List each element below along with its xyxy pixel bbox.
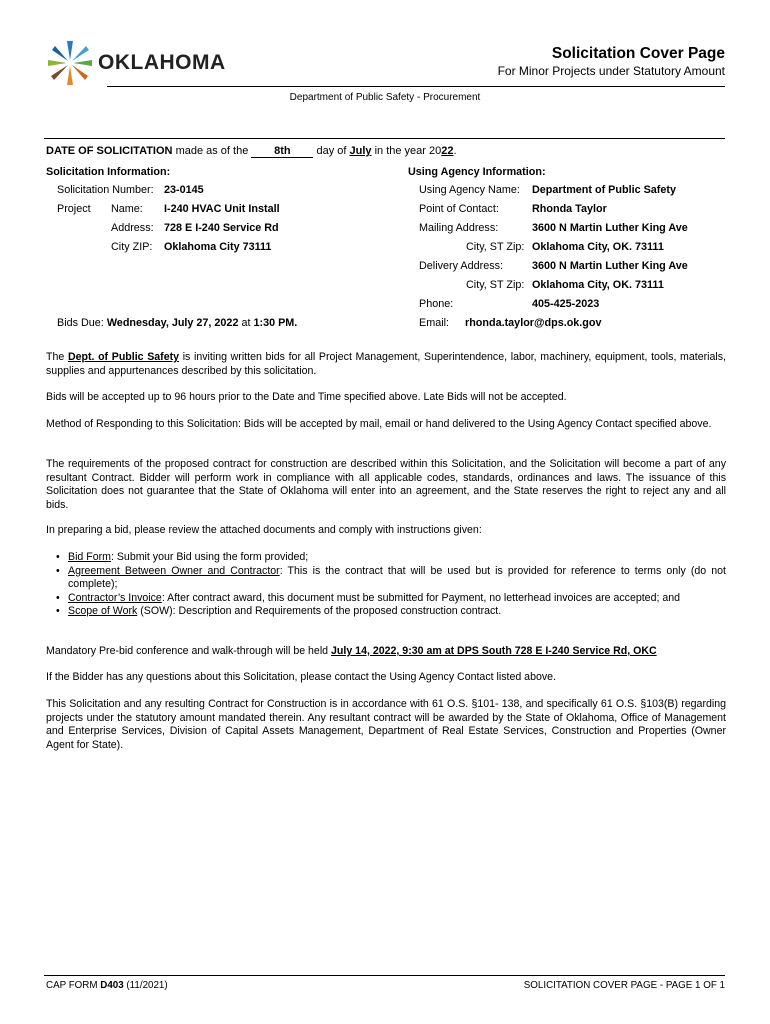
project-cityzip-label: City ZIP:: [111, 241, 153, 253]
intro-paragraph: [46, 351, 726, 378]
mailing-city-label: City, ST Zip:: [466, 241, 525, 253]
agency-info-heading: Using Agency Information:: [408, 166, 546, 178]
list-item: [54, 565, 726, 592]
solicitation-info-heading: Solicitation Information:: [46, 166, 171, 178]
list-item: [54, 551, 726, 565]
agreement-link[interactable]: Agreement Between Owner and Contractor: [68, 564, 280, 577]
delivery-address-label: Delivery Address:: [419, 260, 504, 272]
project-name-label: Name:: [111, 203, 143, 215]
solicitation-number: 23-0145: [164, 184, 204, 196]
date-month-field[interactable]: July: [349, 145, 372, 157]
form-date: (11/2021): [126, 980, 168, 991]
preparing-bid-paragraph: In preparing a bid, please review the attached documents and comply with instructions given:: [46, 524, 482, 536]
questions-paragraph: If the Bidder has any questions about this Solicitation, please contact the Using Agency Contact listed above.: [46, 671, 556, 683]
documents-list: [54, 551, 726, 619]
mailing-address: 3600 N Martin Luther King Ave: [532, 222, 688, 234]
department-label: Department of Public Safety - Procurement: [289, 92, 481, 103]
header-divider: [107, 86, 725, 87]
delivery-address: 3600 N Martin Luther King Ave: [532, 260, 688, 272]
phone-label: Phone:: [419, 298, 454, 310]
invoice-link[interactable]: Contractor’s Invoice: [68, 591, 162, 604]
intro-post: is inviting written bids for all Project Management, Superintendence, labor, machinery, equipment, tools, materials, supplies and appurtenances described by this solicitation.: [46, 351, 726, 377]
project-cityzip: Oklahoma City 73111: [164, 241, 272, 253]
date-of-solicitation-line: [46, 145, 457, 158]
list-item: [54, 592, 726, 606]
date-end: .: [453, 145, 457, 157]
scope-of-work-link[interactable]: Scope of Work: [68, 605, 138, 617]
prebid-pre: Mandatory Pre-bid conference and walk-through will be held: [46, 645, 329, 657]
agency-name: Department of Public Safety: [532, 184, 676, 196]
date-label: DATE OF SOLICITATION: [46, 145, 173, 157]
project-address-label: Address:: [111, 222, 154, 234]
email-address[interactable]: rhonda.taylor@dps.ok.gov: [465, 317, 602, 329]
bullet-text: : After contract award, this document must be submitted for Payment, no letterhead invoices are accepted; and: [161, 591, 681, 604]
delivery-city-label: City, ST Zip:: [466, 279, 525, 291]
date-pre: made as of the: [175, 145, 249, 157]
mailing-city: Oklahoma City, OK. 73111: [532, 241, 664, 253]
star-icon: [44, 38, 96, 88]
project-label: Project: [57, 203, 91, 215]
bids-due-line: [57, 317, 297, 329]
oklahoma-star-logo: [44, 38, 224, 86]
intro-pre: The: [46, 351, 65, 363]
email-label: Email:: [419, 317, 449, 329]
form-number: D403: [100, 980, 124, 991]
page-subtitle: For Minor Projects under Statutory Amount: [497, 64, 725, 78]
response-method-paragraph: Method of Responding to this Solicitation: Bids will be accepted by mail, email or hand delivered to the Using Agency Contact specified above.: [46, 418, 712, 430]
bullet-text: : Submit your Bid using the form provided;: [110, 551, 309, 563]
project-name: I-240 HVAC Unit Install: [164, 203, 280, 215]
project-address: 728 E I-240 Service Rd: [164, 222, 279, 234]
prebid-detail: July 14, 2022, 9:30 am at DPS South 728 E I-240 Service Rd, OKC: [331, 645, 657, 657]
agency-name-label: Using Agency Name:: [419, 184, 520, 196]
date-day-field[interactable]: 8th: [251, 145, 313, 158]
date-mid: day of: [316, 145, 347, 157]
bullet-text: : This is the contract that will be used but is provided for reference to terms only (do not complete);: [68, 564, 726, 590]
intro-agency: Dept. of Public Safety: [67, 351, 180, 363]
logo-wordmark: OKLAHOMA: [98, 51, 226, 74]
solicitation-number-label: Solicitation Number:: [57, 184, 154, 196]
page-title: Solicitation Cover Page: [551, 45, 725, 62]
date-post: in the year 20: [374, 145, 442, 157]
page-number: SOLICITATION COVER PAGE - PAGE 1 OF 1: [523, 980, 725, 991]
bids-due-at: at: [241, 317, 251, 329]
section-divider: [44, 138, 725, 139]
bid-form-link[interactable]: Bid Form: [68, 551, 111, 563]
date-year-field[interactable]: 22: [441, 145, 454, 157]
bid-acceptance-paragraph: Bids will be accepted up to 96 hours prior to the Date and Time specified above. Late Bids will not be accepted.: [46, 391, 567, 403]
phone-number: 405-425-2023: [532, 298, 600, 310]
mailing-address-label: Mailing Address:: [419, 222, 499, 234]
bids-due-time: 1:30 PM.: [253, 317, 298, 329]
contact-name: Rhonda Taylor: [532, 203, 607, 215]
statute-paragraph: This Solicitation and any resulting Contract for Construction is in accordance with 61 O.S. §101- 138, and specifically 61 O.S. §103(B) regarding projects under the statutory amount mandated therein. Any resultant contract will be awarded by the State of Oklahoma, Office of Management and Enterprise Services, Division of Capital Assets Management, Department of Real Estate Services, Construction and Properties (Owner Agent for State).: [46, 698, 726, 751]
footer-divider: [44, 975, 725, 976]
requirements-paragraph: The requirements of the proposed contract for construction are described within this Solicitation, and the Solicitation will become a part of any resultant Contract. Bidder will perform work in compliance with all applicable codes, standards, ordinances and laws. The issuance of this Solicitation does not guarantee that the State of Oklahoma will enter into an agreement, and the State reserves the right to reject any and all bids.: [46, 458, 726, 511]
list-item: [54, 605, 726, 619]
bids-due-label: Bids Due:: [57, 317, 104, 329]
prebid-paragraph: [46, 645, 726, 659]
form-id: [46, 980, 168, 991]
form-prefix: CAP FORM: [46, 980, 98, 991]
bids-due-date: Wednesday, July 27, 2022: [106, 317, 239, 329]
bullet-text: (SOW): Description and Requirements of the proposed construction contract.: [137, 605, 502, 617]
contact-label: Point of Contact:: [419, 203, 499, 215]
delivery-city: Oklahoma City, OK. 73111: [532, 279, 664, 291]
